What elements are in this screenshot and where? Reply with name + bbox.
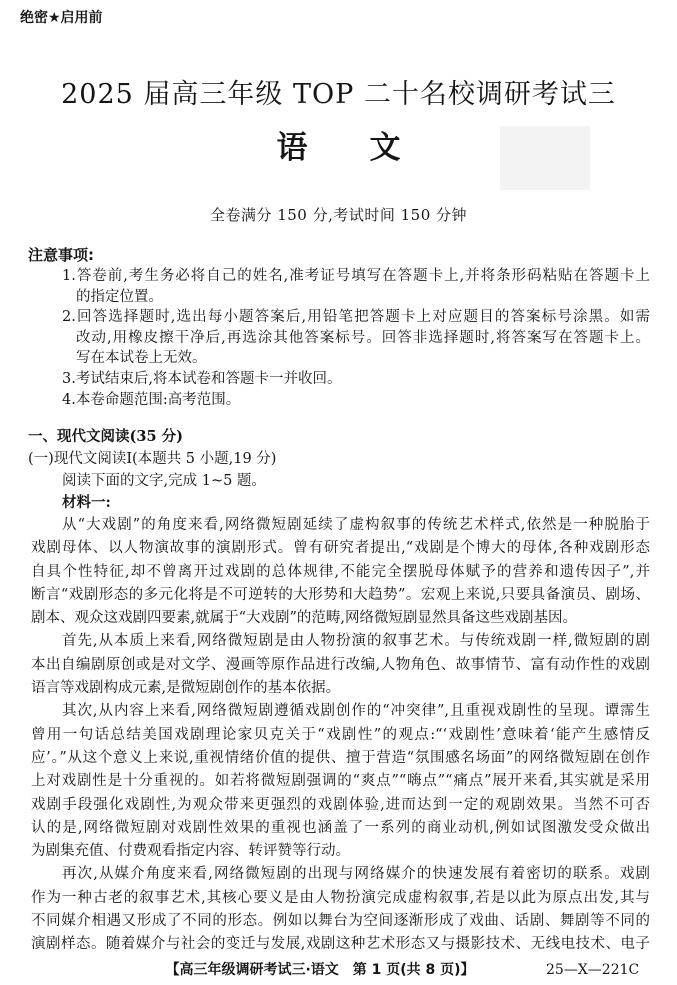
paragraph-line: 曾用一句话总结美国戏剧理论家贝克关于“戏剧性”的观点:“‘戏剧性’意味着‘能产生感情反 [31, 726, 650, 743]
paragraph-line: 戏剧手段强化戏剧性,为观众带来更强烈的戏剧体验,进而达到一定的观剧效果。当然不可否 [31, 796, 650, 813]
material-paragraph [31, 863, 650, 956]
notice-item [62, 307, 650, 369]
reading-instruction: 阅读下面的文字,完成 1~5 题。 [62, 473, 266, 489]
paragraph-line: 作为一种古老的叙事艺术,其核心要义是由人物扮演完成虚构叙事,若是以此为原点出发,其与 [31, 889, 650, 906]
paragraph-line: 首先,从本质上来看,网络微短剧是由人物扮演的叙事艺术。与传统戏剧一样,微短剧的剧 [62, 633, 650, 650]
notice-item [62, 369, 650, 390]
paragraph-line: 自具个性特征,却不曾离开过戏剧的总体规律,不能完全摆脱母体赋予的营养和遗传因子”,并 [31, 563, 650, 580]
paragraph-line: 本出自编剧原创或是对文学、漫画等原作品进行改编,人物角色、故事情节、富有动作性的戏剧 [31, 656, 650, 673]
reading-section [28, 426, 650, 957]
paragraph-line: 其次,从内容上来看,网络微短剧遵循戏剧创作的“冲突律”,且重视戏剧性的呈现。谭霈生 [62, 703, 650, 720]
material-paragraph [31, 630, 650, 700]
notice-line: 2.回答选择题时,选出每小题答案后,用铅笔把答题卡上对应题目的答案标号涂黑。如需 [62, 309, 650, 326]
exam-subject: 语 文 [276, 130, 416, 166]
notice-item [62, 390, 650, 411]
paragraph-line: 戏剧母体、以人物演故事的演剧形式。曾有研究者提出,“戏剧是个博大的母体,各种戏剧形态 [31, 540, 650, 557]
material-paragraph [31, 514, 650, 630]
section-heading: 一、现代文阅读(35 分) [28, 428, 183, 445]
notice-line: 改动,用橡皮擦干净后,再选涂其他答案标号。回答非选择题时,将答案写在答题卡上。 [76, 329, 650, 346]
notice-line: 1.答卷前,考生务必将自己的姓名,准考证号填写在答题卡上,并将条形码粘贴在答题卡上 [62, 268, 650, 284]
sub-heading: (一)现代文阅读Ⅰ(本题共 5 小题,19 分) [28, 451, 277, 467]
paragraph-line: 演剧样态。随着媒介与社会的变迁与发展,戏剧这种艺术形态又与摄影技术、无线电技术、电子 [31, 936, 650, 953]
material-paragraph [31, 700, 650, 863]
paragraph-line: 认的是,网络微短剧对戏剧性效果的重视也涵盖了一系列的商业动机,例如试图激发受众做出 [31, 819, 650, 836]
notice-section [28, 245, 650, 410]
paragraph-line: 为剧集充值、付费观看指定内容、转评赞等行动。 [31, 843, 350, 860]
paragraph-line: 上对戏剧性是十分重视的。如若将微短剧强调的“爽点”“嗨点”“痛点”展开来看,其实就是采用 [31, 773, 650, 790]
notice-line: 3.考试结束后,将本试卷和答题卡一并收回。 [62, 370, 342, 387]
notice-item [62, 266, 650, 307]
notice-heading: 注意事项: [28, 246, 94, 264]
footer-page-label: 【高三年级调研考试三·语文 第 1 页(共 8 页)】 [165, 962, 475, 978]
paragraph-line: 再次,从媒介角度来看,网络微短剧的出现与网络媒介的快速发展有着密切的联系。戏剧 [62, 866, 650, 883]
exam-title: 2025 届高三年级 TOP 二十名校调研考试三 [61, 79, 616, 110]
paragraph-line: 应’。”从这个意义上来说,重视情绪价值的提供、擅于营造“氛围感名场面”的网络微短剧在创作 [31, 749, 650, 766]
footer-exam-code: 25—X—221C [546, 962, 640, 978]
notice-line: 的指定位置。 [76, 288, 163, 305]
paragraph-line: 语言等戏剧构成元素,是微短剧创作的基本依据。 [31, 680, 341, 697]
paragraph-line: 从“大戏剧”的角度来看,网络微短剧延续了虚构叙事的传统艺术样式,依然是一种脱胎于 [62, 517, 650, 533]
notice-line: 4.本卷命题范围:高考范围。 [62, 391, 241, 408]
paragraph-line: 剧本、观众这戏剧四要素,就属于“大戏剧”的范畴,网络微短剧显然具备这些戏剧基因。 [31, 610, 578, 627]
paragraph-line: 不同媒介相遇又形成了不同的形态。例如以舞台为空间逐渐形成了戏曲、话剧、舞剧等不同的 [31, 913, 650, 930]
score-info: 全卷满分 150 分,考试时间 150 分钟 [209, 206, 468, 224]
paragraph-line: 断言“戏剧形态的多元化将是不可逆转的大形势和大趋势”。宏观上来说,只要具备演员、剧场、 [31, 586, 650, 603]
notice-line: 写在本试卷上无效。 [76, 350, 207, 367]
material-label: 材料一: [62, 494, 111, 511]
qr-code-placeholder [500, 126, 590, 190]
confidential-mark: 绝密★启用前 [20, 10, 103, 26]
